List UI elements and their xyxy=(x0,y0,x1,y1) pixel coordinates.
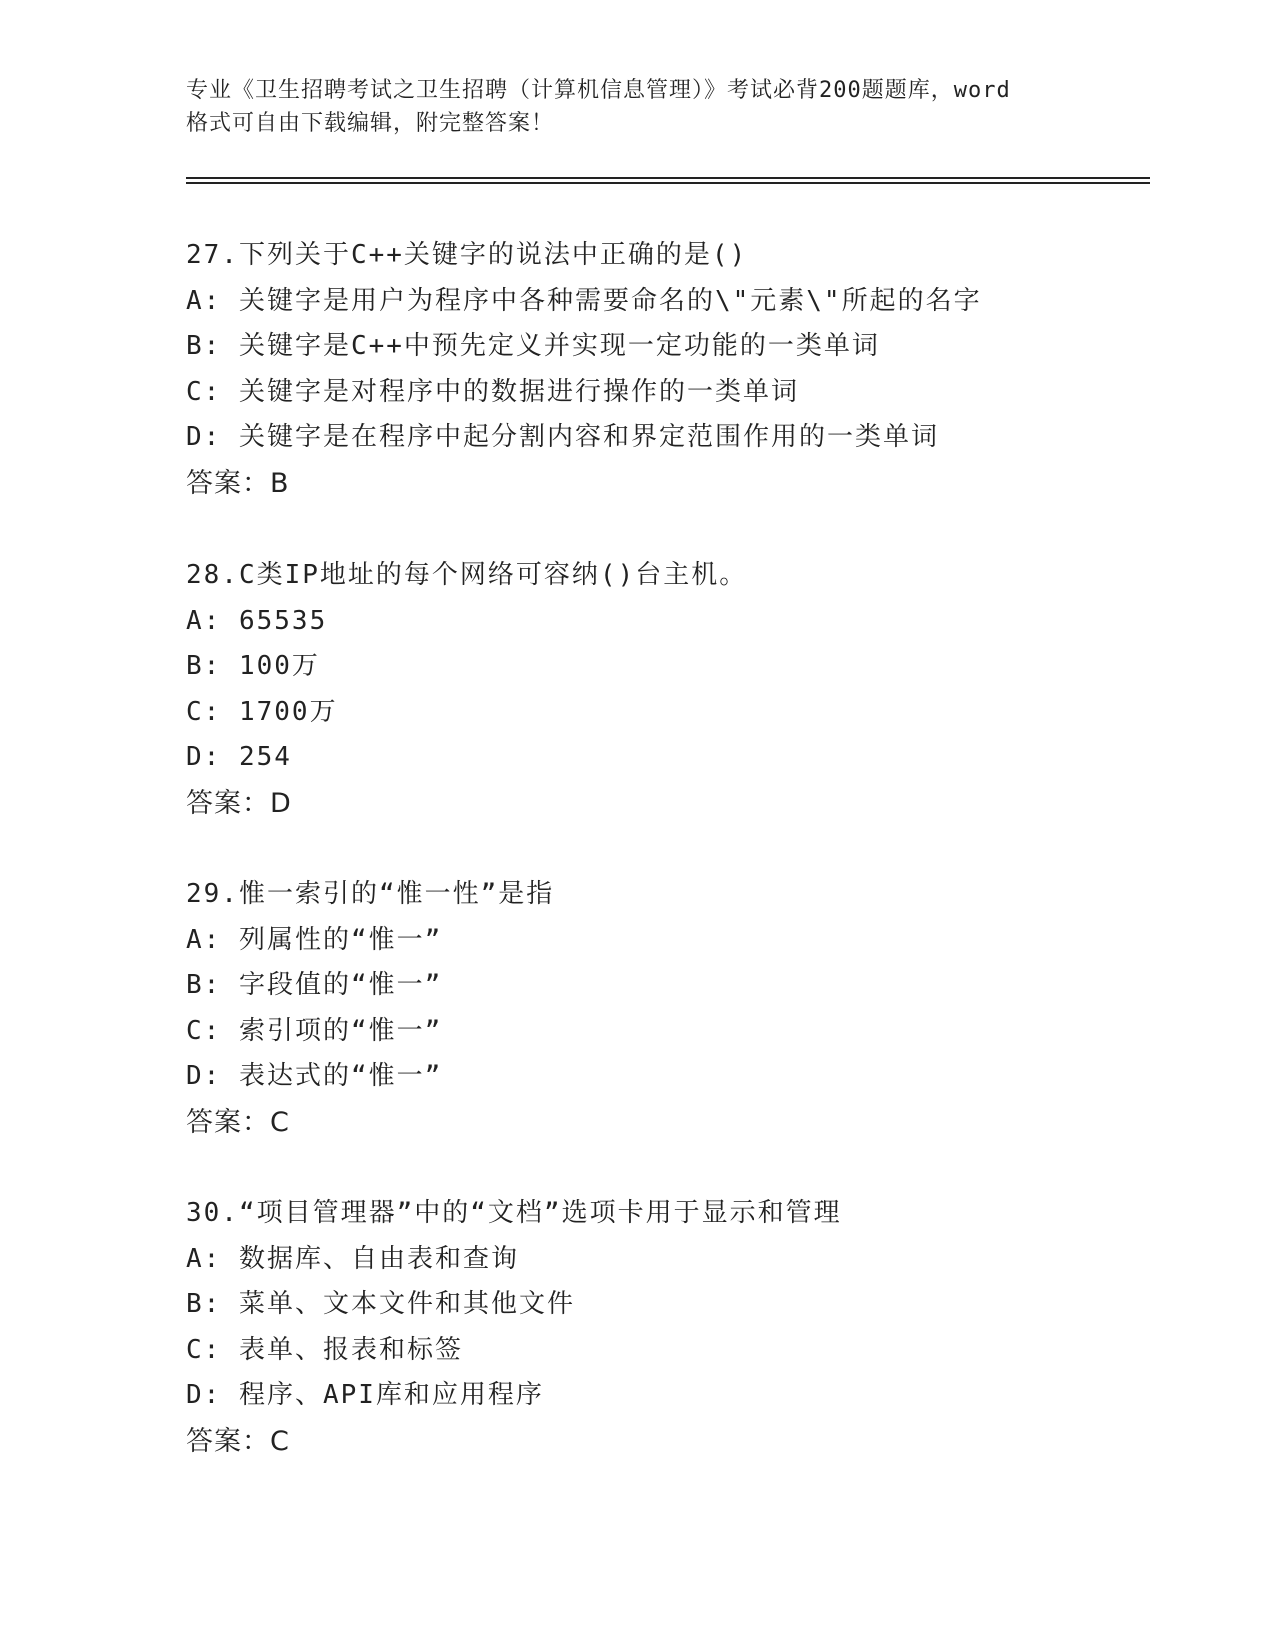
option-b: B: 关键字是C++中预先定义并实现一定功能的一类单词 xyxy=(186,331,880,361)
header-line-1: 专业《卫生招聘考试之卫生招聘（计算机信息管理）》考试必背200题题库，word xyxy=(186,78,1011,103)
option-a: A: 列属性的“惟一” xyxy=(186,924,443,955)
option-d: D: 表达式的“惟一” xyxy=(186,1061,443,1091)
option-a: A: 65535 xyxy=(186,605,328,636)
header-divider-bottom xyxy=(186,182,1150,184)
option-b: B: 100万 xyxy=(186,651,320,681)
option-c: C: 表单、报表和标签 xyxy=(186,1334,463,1365)
answer-label: 答案：C xyxy=(186,1425,290,1457)
question-30 xyxy=(186,1191,1146,1464)
option-b: B: 字段值的“惟一” xyxy=(186,970,443,1000)
option-d: D: 程序、API库和应用程序 xyxy=(186,1380,544,1410)
question-29 xyxy=(186,872,1146,1145)
question-27 xyxy=(186,233,1146,506)
option-c: C: 1700万 xyxy=(186,696,338,727)
option-a: A: 关键字是用户为程序中各种需要命名的\"元素\"所起的名字 xyxy=(186,285,982,316)
option-a: A: 数据库、自由表和查询 xyxy=(186,1243,519,1274)
question-28 xyxy=(186,553,1146,826)
answer-label: 答案：B xyxy=(186,467,290,499)
option-b: B: 菜单、文本文件和其他文件 xyxy=(186,1289,575,1319)
option-c: C: 关键字是对程序中的数据进行操作的一类单词 xyxy=(186,376,799,407)
option-c: C: 索引项的“惟一” xyxy=(186,1015,443,1046)
document-header xyxy=(186,74,1086,140)
question-stem: 29.惟一索引的“惟一性”是指 xyxy=(186,879,555,909)
option-d: D: 254 xyxy=(186,742,292,772)
option-d: D: 关键字是在程序中起分割内容和界定范围作用的一类单词 xyxy=(186,422,939,452)
question-stem: 28.C类IP地址的每个网络可容纳()台主机。 xyxy=(186,560,748,590)
header-divider-top xyxy=(186,177,1150,179)
answer-label: 答案：D xyxy=(186,787,292,819)
answer-label: 答案：C xyxy=(186,1106,290,1138)
question-stem: 30.“项目管理器”中的“文档”选项卡用于显示和管理 xyxy=(186,1198,842,1228)
header-line-2: 格式可自由下载编辑，附完整答案！ xyxy=(186,111,555,136)
question-stem: 27.下列关于C++关键字的说法中正确的是() xyxy=(186,240,748,270)
